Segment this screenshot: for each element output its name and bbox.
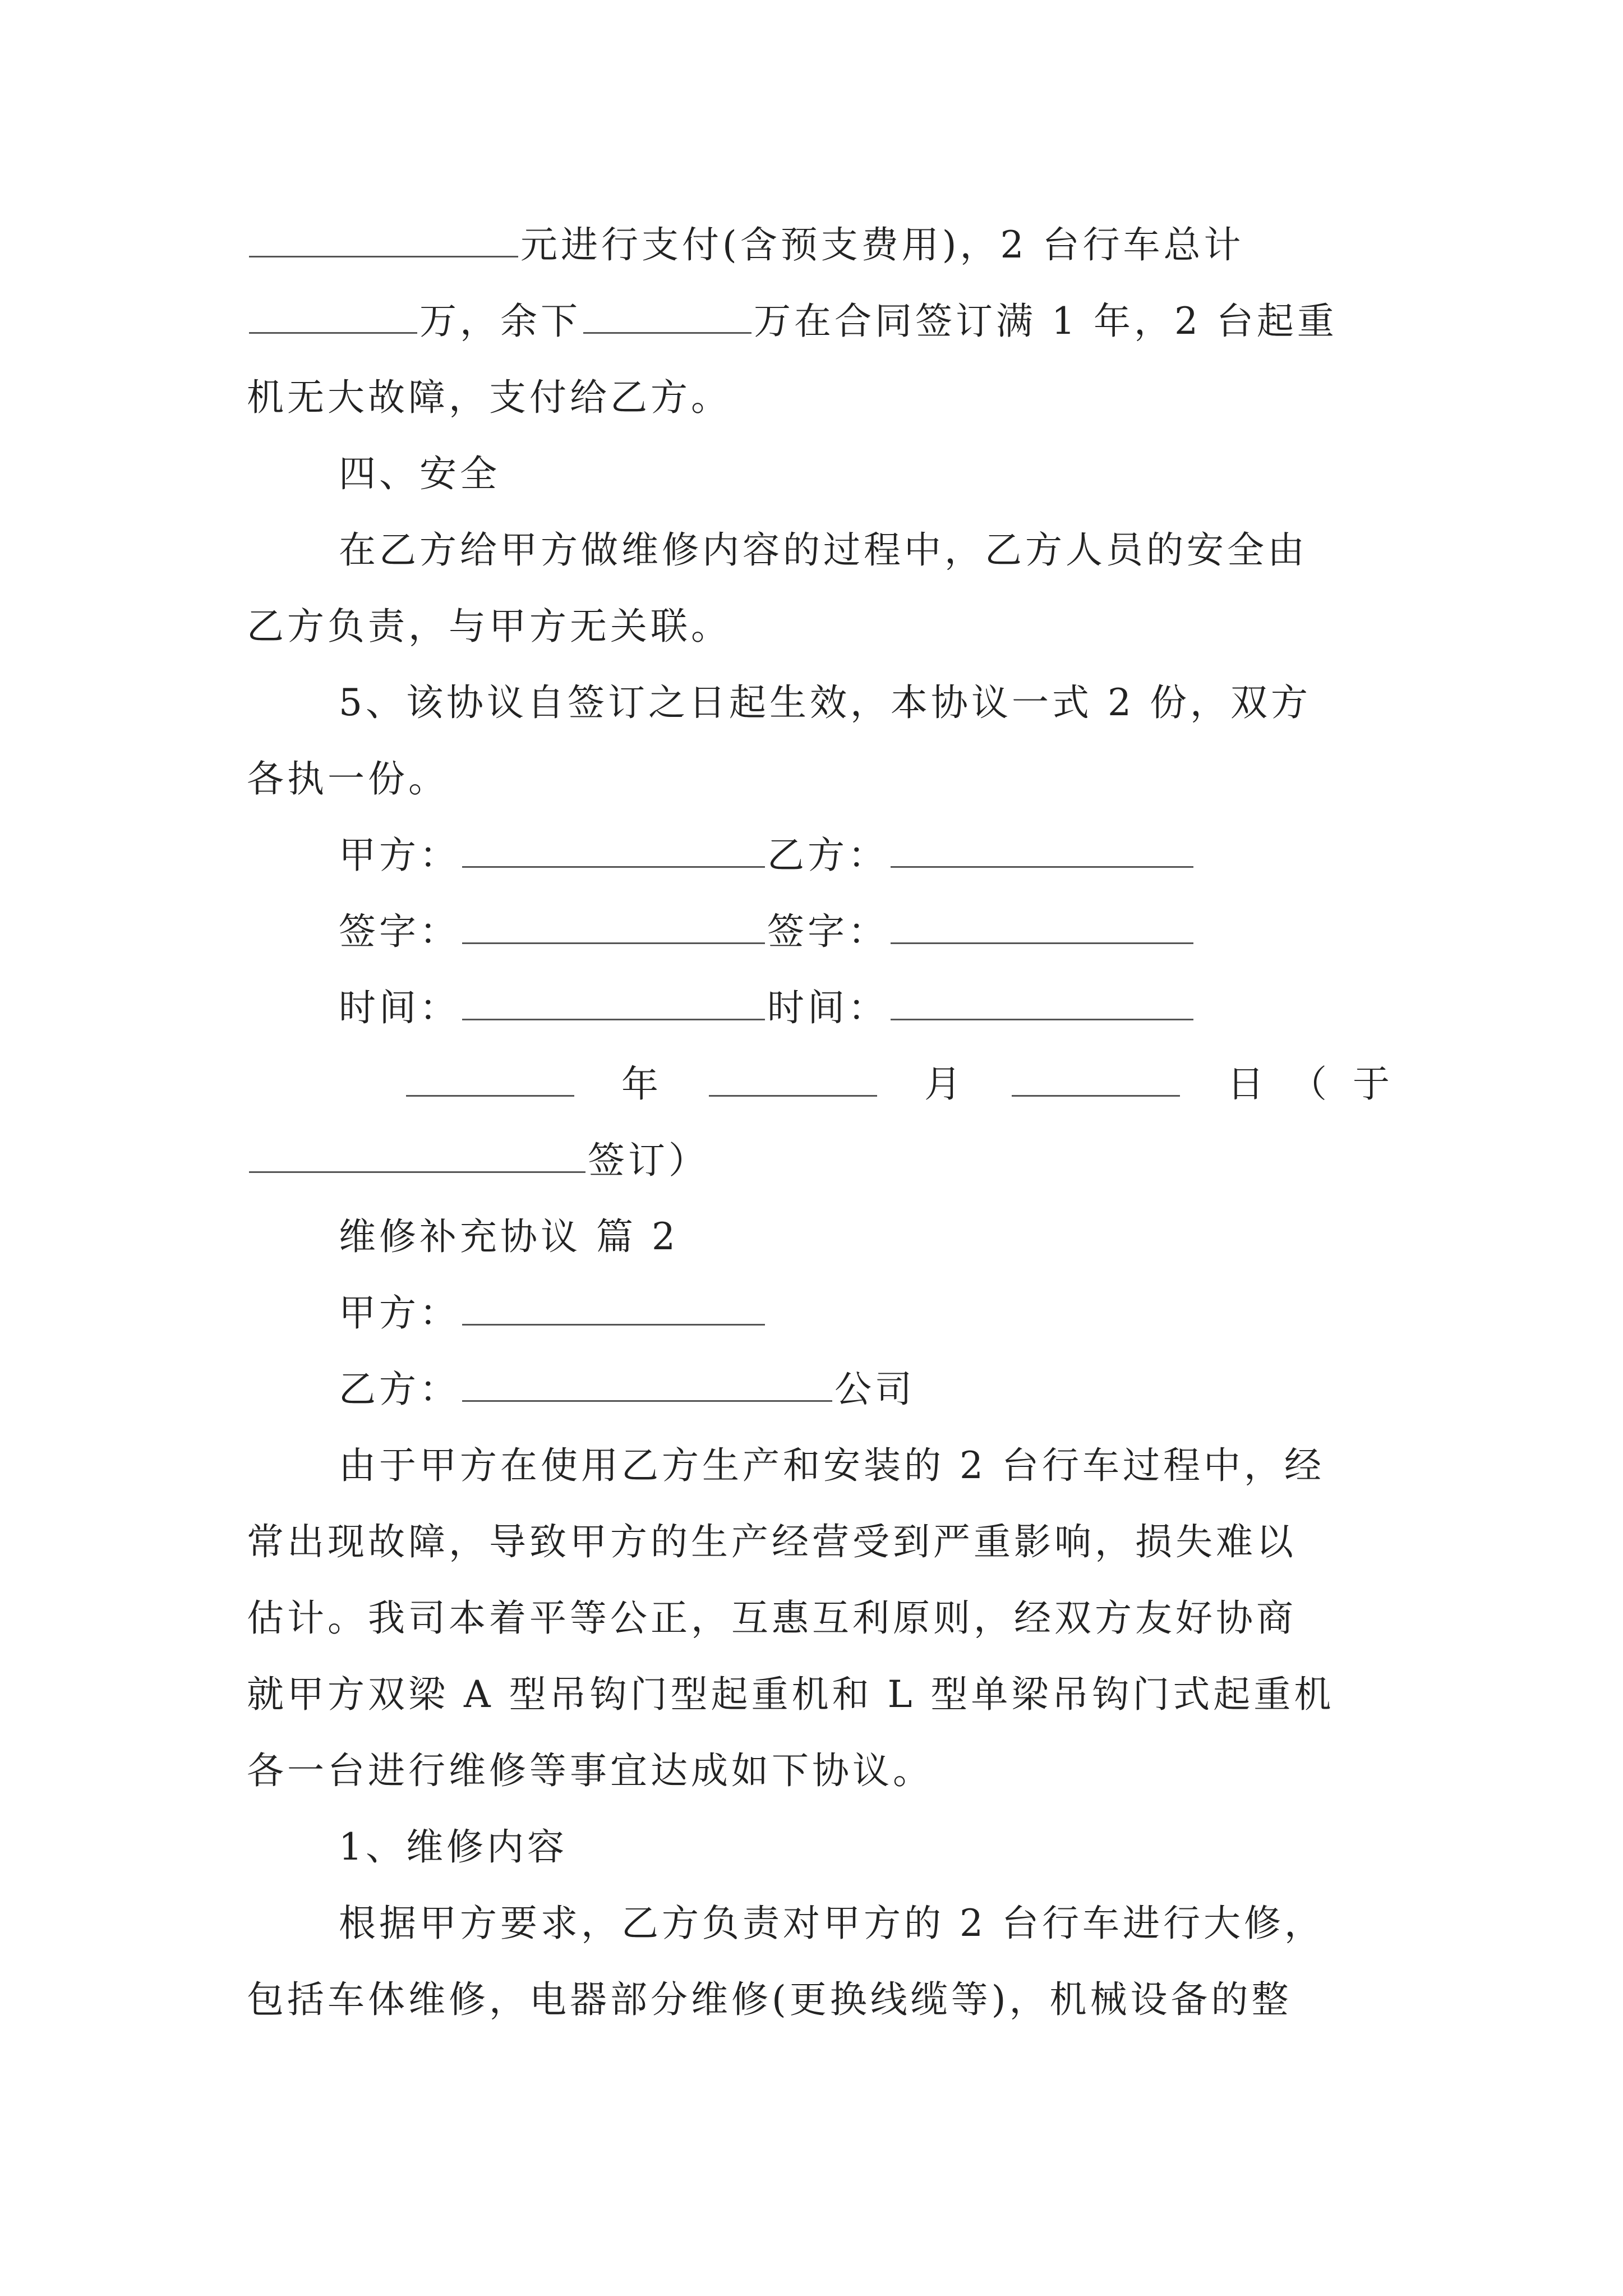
signature-row-parties	[339, 816, 1391, 895]
paragraph-line: 包括车体维修，电器部分维修(更换线缆等)，机械设备的整	[247, 1978, 1292, 2021]
year-blank	[406, 1061, 574, 1097]
month-blank	[709, 1061, 877, 1097]
text-line: 5、该协议自签订之日起生效，本协议一式 2 份，双方	[339, 681, 1311, 724]
place-blank	[249, 1138, 585, 1173]
signature-row-time	[339, 969, 1391, 1047]
sign-a-blank	[462, 909, 765, 944]
section-heading: 四、安全	[339, 452, 500, 495]
year-label: 年	[621, 1062, 662, 1106]
text-fragment: 元进行支付(含预支费用)，2 台行车总计	[520, 223, 1244, 266]
text-line: 各执一份。	[247, 757, 449, 800]
party-a-label: 甲方：	[339, 834, 460, 877]
sign-b-blank	[891, 909, 1193, 944]
paragraph-line: 各一台进行维修等事宜达成如下协议。	[247, 1749, 933, 1792]
paragraph-line: 常出现故障，导致甲方的生产经营受到严重影响，损失难以	[247, 1520, 1297, 1563]
party-a-row	[339, 1274, 1391, 1352]
text-line: 在乙方给甲方做维修内容的过程中，乙方人员的安全由	[339, 528, 1308, 572]
party-a-label: 甲方：	[339, 1291, 460, 1335]
signature-row-sign	[339, 892, 1391, 971]
party-a-blank	[462, 1290, 765, 1326]
fill-in-blank	[583, 298, 751, 334]
time-a-blank	[462, 985, 765, 1020]
paragraph-line: 就甲方双梁 A 型吊钩门型起重机和 L 型单梁吊钩门式起重机	[247, 1673, 1335, 1716]
text-fragment: 万在合同签订满 1 年，2 台起重	[754, 300, 1338, 343]
paren-open: （	[1290, 1062, 1330, 1106]
time-label-b: 时间：	[767, 986, 888, 1029]
day-label: 日	[1227, 1062, 1267, 1106]
text-line: 乙方负责，与甲方无关联。	[247, 605, 731, 648]
text-line	[247, 282, 1391, 361]
fill-in-blank	[249, 222, 518, 257]
at-label: 于	[1353, 1062, 1393, 1106]
party-a-blank	[462, 832, 765, 868]
company-label: 公司	[834, 1368, 915, 1411]
party-b-row	[339, 1350, 1391, 1429]
paragraph-line: 根据甲方要求，乙方负责对甲方的 2 台行车进行大修，	[339, 1902, 1325, 1945]
party-b-blank	[891, 832, 1193, 868]
sign-label-b: 签字：	[767, 910, 888, 953]
month-label: 月	[924, 1062, 965, 1106]
section-title: 维修补充协议 篇 2	[339, 1215, 679, 1258]
date-line	[247, 1045, 1391, 1124]
time-b-blank	[891, 985, 1193, 1020]
party-b-blank	[462, 1366, 832, 1402]
signed-suffix: 签订）	[588, 1139, 709, 1182]
text-line: 机无大故障，支付给乙方。	[247, 376, 731, 419]
party-b-label: 乙方：	[339, 1368, 460, 1411]
text-fragment: 万，余下	[419, 300, 581, 343]
fill-in-blank	[249, 298, 417, 334]
text-line	[247, 206, 1391, 284]
party-b-label: 乙方：	[767, 834, 888, 877]
sign-label-a: 签字：	[339, 910, 460, 953]
date-line-continued	[247, 1121, 1391, 1200]
paragraph-line: 由于甲方在使用乙方生产和安装的 2 台行车过程中，经	[339, 1444, 1325, 1487]
time-label-a: 时间：	[339, 986, 460, 1029]
day-blank	[1012, 1061, 1180, 1097]
item-title: 1、维修内容	[339, 1825, 568, 1869]
paragraph-line: 估计。我司本着平等公正，互惠互利原则，经双方友好协商	[247, 1596, 1297, 1640]
